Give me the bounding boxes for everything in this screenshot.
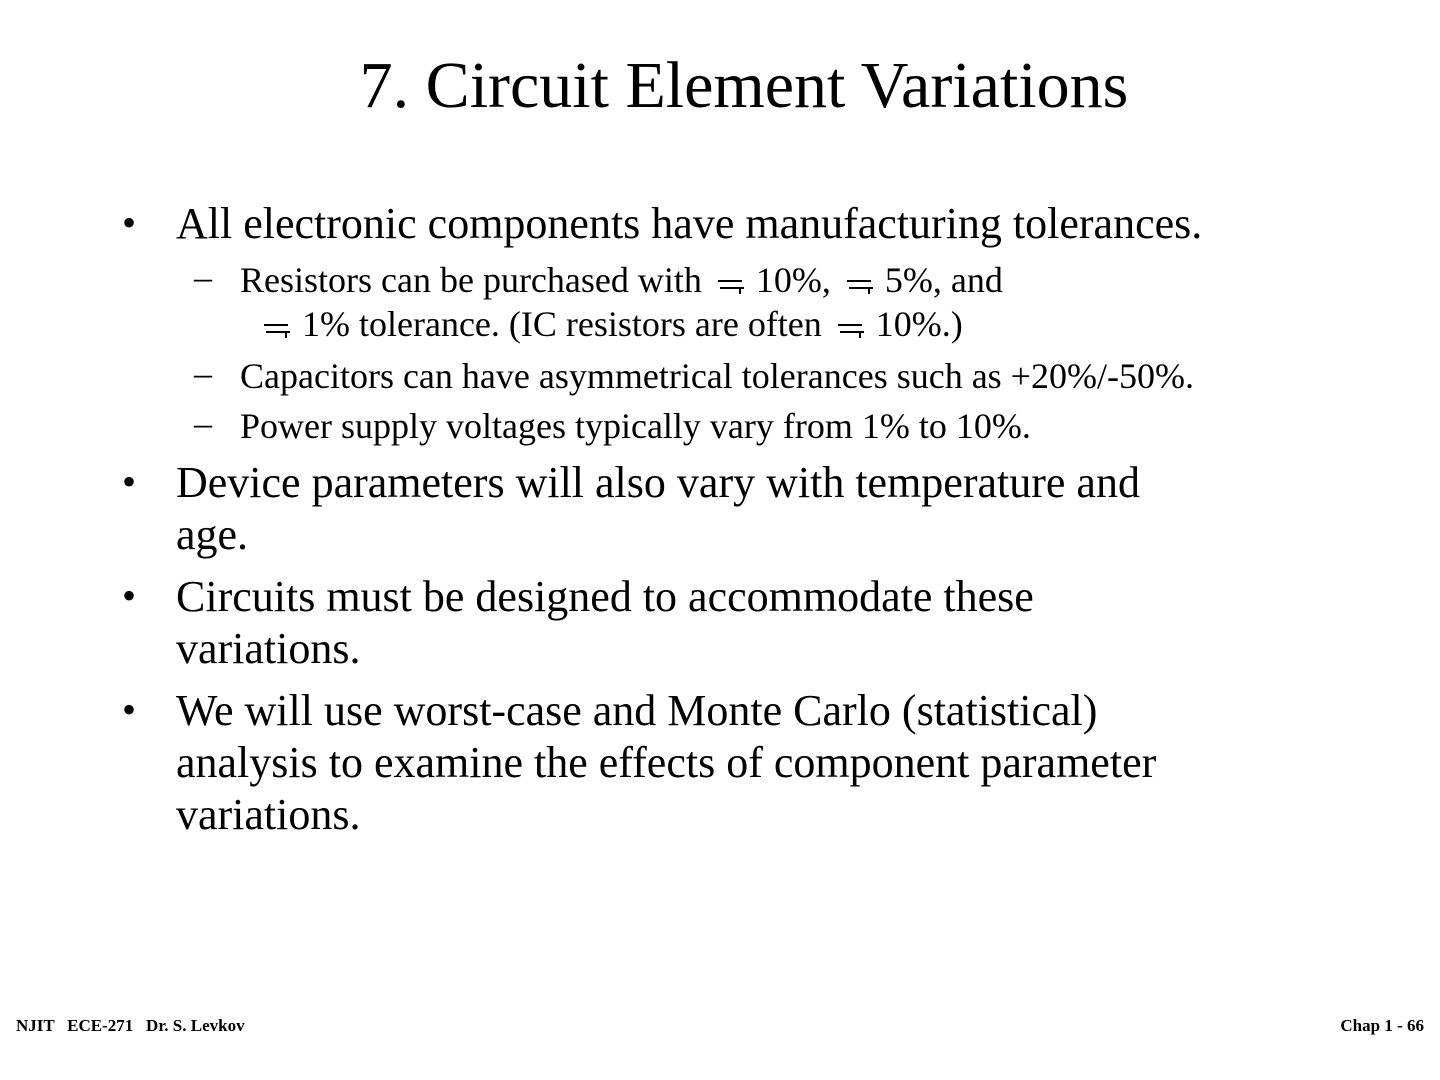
sub-text-part: 1% tolerance. (IC resistors are often	[302, 304, 822, 344]
bullet-item-3	[122, 571, 1326, 675]
sub-item-resistors-line2	[248, 302, 1398, 346]
sub-item-power-supply	[194, 403, 1390, 448]
sub-text: Power supply voltages typically vary from 1% to 10%.	[240, 406, 1031, 446]
sub-text-part: 10%.)	[875, 304, 963, 344]
bullet-marker: •	[122, 687, 137, 732]
footer-page-number: Chap 1 - 66	[1340, 1016, 1424, 1035]
plus-minus-icon	[836, 306, 866, 342]
bullet-marker: •	[122, 573, 137, 618]
sub-item-resistors	[194, 257, 1390, 302]
sub-text: Capacitors can have asymmetrical tolerances such as +20%/-50%.	[240, 356, 1194, 396]
plus-minus-icon	[262, 306, 292, 342]
dash-marker: –	[194, 257, 212, 297]
bullet-marker: •	[122, 459, 137, 504]
dash-marker: –	[194, 403, 212, 443]
slide-title: 7. Circuit Element Variations	[359, 49, 1129, 122]
bullet-text-line: variations.	[176, 624, 361, 673]
plus-minus-icon	[845, 262, 875, 298]
bullet-text-line: We will use worst-case and Monte Carlo (statistical)	[176, 686, 1098, 735]
plus-minus-icon	[716, 262, 746, 298]
sub-text-part: 10%,	[755, 260, 831, 300]
sub-text-part: 5%, and	[884, 260, 1003, 300]
sub-text-part: Resistors can be purchased with	[240, 260, 702, 300]
bullet-item-4	[122, 685, 1326, 841]
bullet-text-line: analysis to examine the effects of component parameter	[176, 738, 1157, 787]
bullet-text-line: variations.	[176, 790, 361, 839]
bullet-item-2	[122, 457, 1326, 561]
dash-marker: –	[194, 353, 212, 393]
bullet-marker: •	[122, 200, 137, 245]
bullet-text-line: age.	[176, 510, 249, 559]
bullet-text: All electronic components have manufacturing tolerances.	[176, 199, 1203, 248]
bullet-text-line: Device parameters will also vary with temperature and	[176, 458, 1140, 507]
bullet-text-line: Circuits must be designed to accommodate these	[176, 572, 1034, 621]
sub-item-capacitors	[194, 353, 1390, 398]
footer-course-info: NJIT ECE-271 Dr. S. Levkov	[16, 1016, 245, 1035]
bullet-item-1	[122, 198, 1326, 250]
